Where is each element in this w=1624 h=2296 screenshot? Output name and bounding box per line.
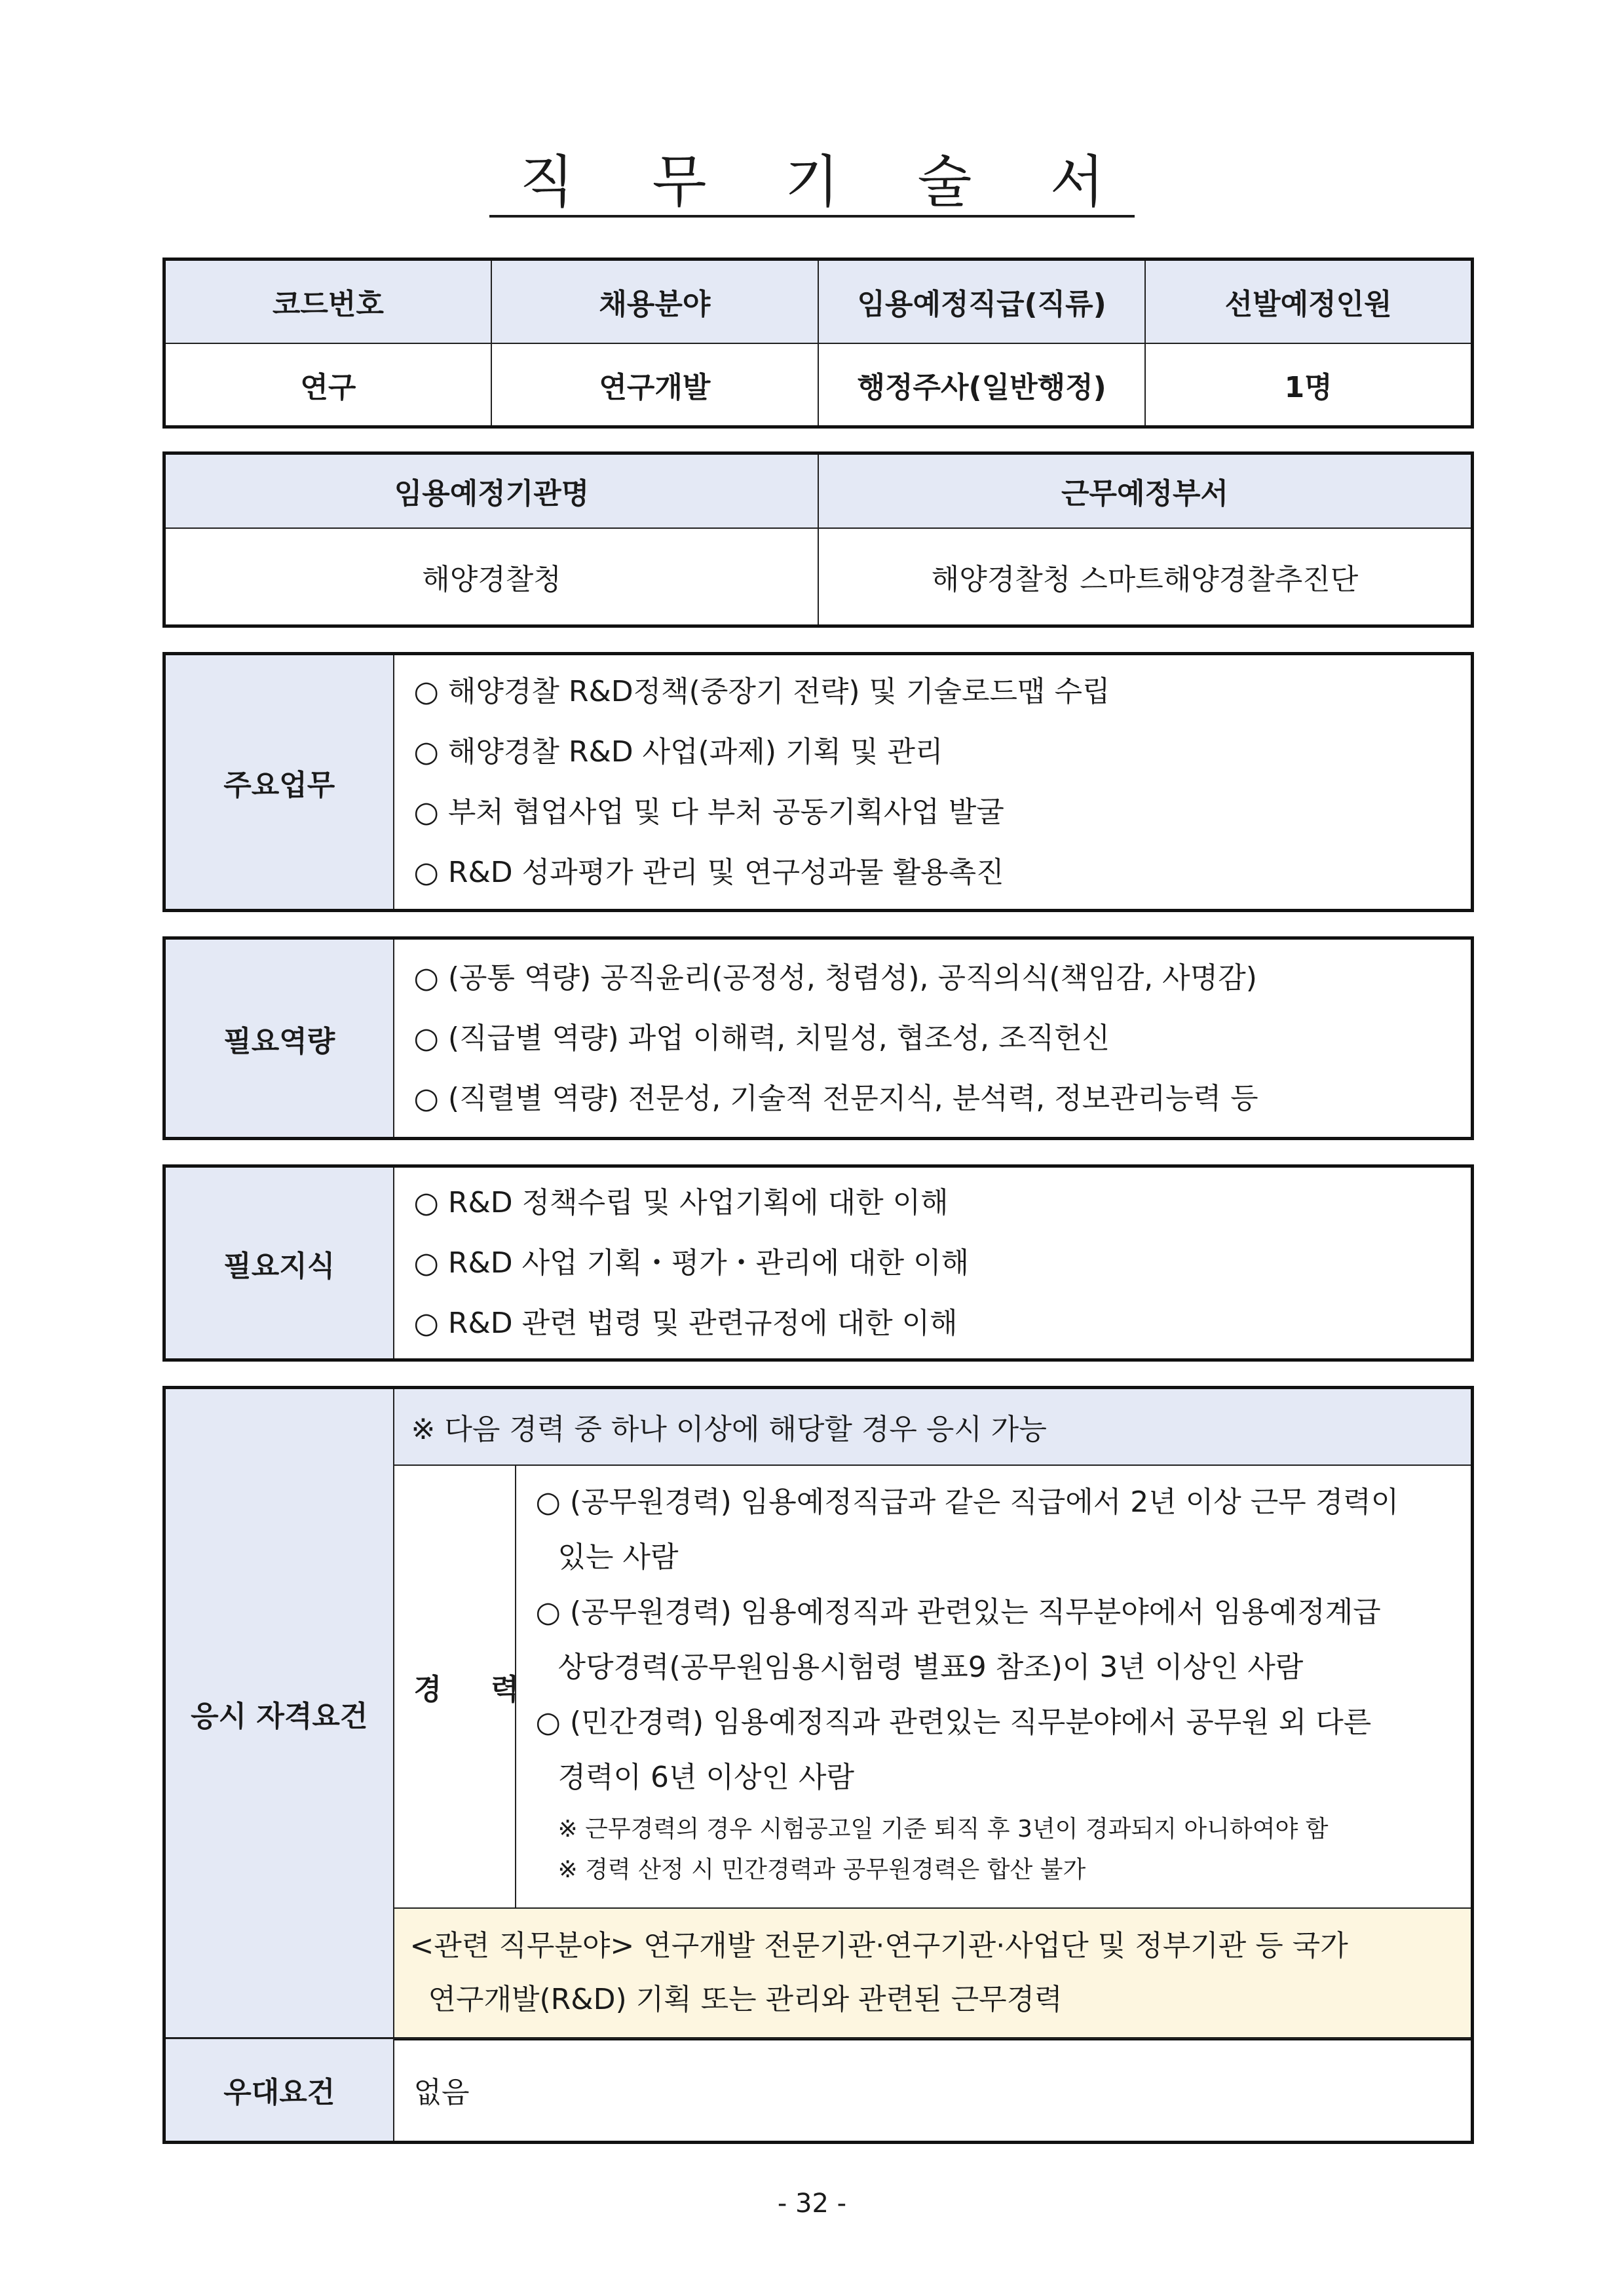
- career-item-line: 상당경력(공무원임용시험령 별표9 참조)이 3년 이상인 사람: [557, 1650, 1304, 1684]
- career-item: [536, 1695, 1461, 1805]
- value-code: 연구: [164, 343, 491, 427]
- career-note: ※ 근무경력의 경우 시험공고일 기준 퇴직 후 3년이 경과되지 아니하여야 함: [557, 1815, 1329, 1843]
- qualification-table: [162, 1386, 1474, 2040]
- duties-table: [162, 652, 1474, 912]
- qualification-label: 응시 자격요건: [164, 1388, 394, 2039]
- competency-list: [394, 938, 1473, 1139]
- list-item: ○ R&D 정책수립 및 사업기획에 대한 이해: [413, 1185, 949, 1219]
- page-number: - 32 -: [777, 2189, 847, 2219]
- career-item-line: ○ (민간경력) 임용예정직과 관련있는 직무분야에서 공무원 외 다른: [535, 1705, 1372, 1739]
- value-field: 연구개발: [491, 343, 818, 427]
- preference-value: 없음: [394, 2038, 1473, 2142]
- duties-label: 주요업무: [164, 654, 394, 911]
- list-item: ○ R&D 사업 기획・평가・관리에 대한 이해: [413, 1246, 970, 1280]
- competency-label: 필요역량: [164, 938, 394, 1139]
- header-headcount: 선발예정인원: [1145, 259, 1472, 343]
- list-item: ○ R&D 성과평가 관리 및 연구성과물 활용촉진: [413, 855, 1004, 889]
- career-item-line: ○ (공무원경력) 임용예정직급과 같은 직급에서 2년 이상 근무 경력이: [535, 1485, 1399, 1519]
- basic-info-table: [162, 258, 1474, 429]
- page-title: 직 무 기 술 서: [0, 143, 1624, 221]
- career-item: [536, 1585, 1461, 1695]
- related-field-line: <관련 직무분야> 연구개발 전문기관·연구기관·사업단 및 정부기관 등 국가: [409, 1928, 1348, 1962]
- list-item: ○ (직급별 역량) 과업 이해력, 치밀성, 협조성, 조직헌신: [413, 1021, 1110, 1055]
- header-code: 코드번호: [164, 259, 491, 343]
- list-item: ○ (직렬별 역량) 전문성, 기술적 전문지식, 분석력, 정보관리능력 등: [413, 1081, 1258, 1115]
- qualification-note: ※ 다음 경력 중 하나 이상에 해당할 경우 응시 가능: [394, 1388, 1473, 1465]
- preference-label: 우대요건: [164, 2038, 394, 2142]
- header-field: 채용분야: [491, 259, 818, 343]
- organization-table: [162, 451, 1474, 628]
- list-item: ○ 부처 협업사업 및 다 부처 공동기획사업 발굴: [413, 795, 1004, 829]
- career-item-line: ○ (공무원경력) 임용예정직과 관련있는 직무분야에서 임용예정계급: [535, 1595, 1381, 1629]
- career-item-line: 있는 사람: [557, 1540, 679, 1574]
- career-item: [536, 1475, 1461, 1585]
- list-item: ○ (공통 역량) 공직윤리(공정성, 청렴성), 공직의식(책임감, 사명감): [413, 961, 1257, 995]
- list-item: ○ 해양경찰 R&D정책(중장기 전략) 및 기술로드맵 수립: [413, 674, 1110, 708]
- career-note: ※ 경력 산정 시 민간경력과 공무원경력은 합산 불가: [557, 1856, 1086, 1883]
- knowledge-list: [394, 1166, 1473, 1360]
- value-department: 해양경찰청 스마트해양경찰추진단: [818, 528, 1473, 626]
- knowledge-table: [162, 1164, 1474, 1362]
- list-item: ○ R&D 관련 법령 및 관련규정에 대한 이해: [413, 1306, 958, 1340]
- list-item: ○ 해양경찰 R&D 사업(과제) 기획 및 관리: [413, 735, 943, 769]
- value-grade: 행정주사(일반행정): [818, 343, 1145, 427]
- value-headcount: 1명: [1145, 343, 1472, 427]
- knowledge-label: 필요지식: [164, 1166, 394, 1360]
- career-list: [516, 1465, 1473, 1908]
- duties-list: [394, 654, 1473, 911]
- preference-table: [162, 2038, 1474, 2144]
- value-agency: 해양경찰청: [164, 528, 819, 626]
- related-field-line: 연구개발(R&D) 기획 또는 관리와 관련된 근무경력: [428, 1982, 1063, 2016]
- career-label: 경 력: [394, 1465, 516, 1908]
- header-grade: 임용예정직급(직류): [818, 259, 1145, 343]
- header-agency: 임용예정기관명: [164, 453, 819, 528]
- header-department: 근무예정부서: [818, 453, 1473, 528]
- career-item-line: 경력이 6년 이상인 사람: [557, 1760, 854, 1794]
- related-field: [394, 1908, 1473, 2039]
- competency-table: [162, 936, 1474, 1140]
